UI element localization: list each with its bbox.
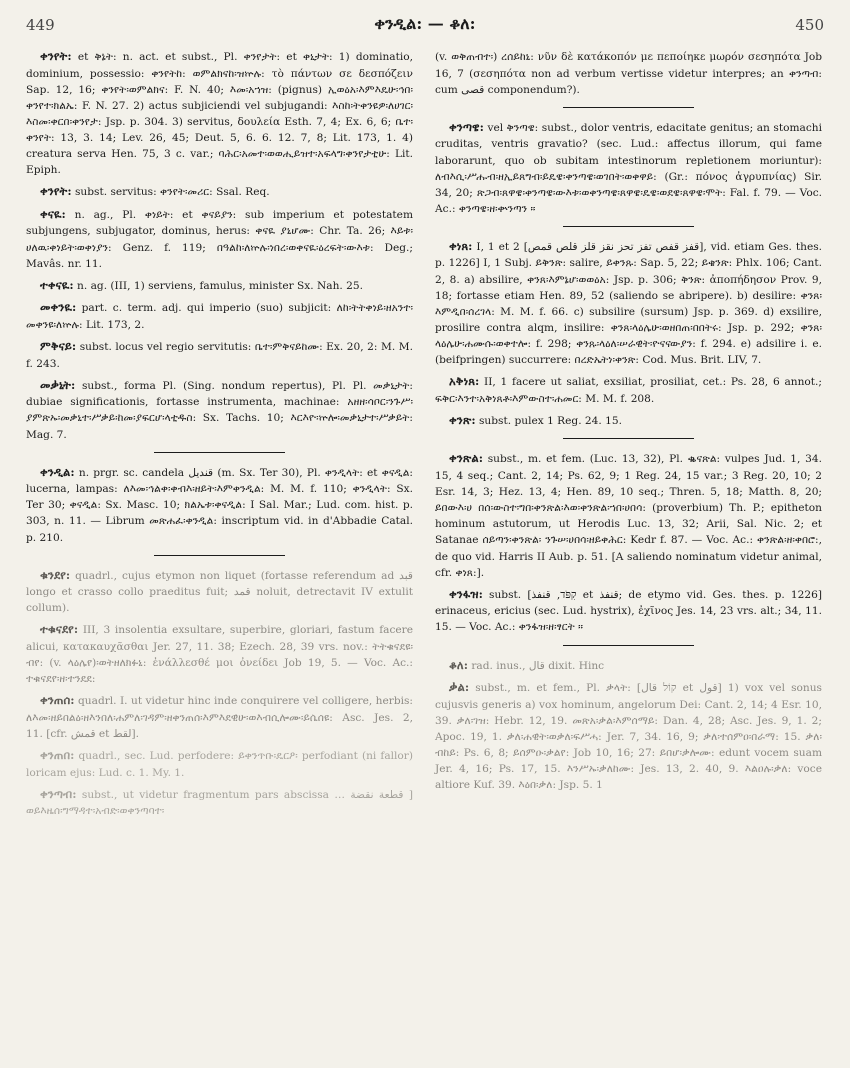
entry-text: subst. [קִפֹּד, قنفذ et قنفذ; de etymo vid. Ges. thes. p. 1226] erinaceus, ericius (sec. Lud. hystrix), ἐχῖνος Jes. 14, 23 vrs. alt.; 34, 11. 15. — Voc. Ac.: ቀንፋዝ፡ዘ፡ፃርት ።	[435, 588, 822, 634]
dictionary-entry	[26, 747, 413, 781]
headword: ቃል:	[449, 680, 470, 695]
headword: ምቅናይ:	[40, 339, 77, 354]
headword: ቀንየት:	[40, 184, 72, 199]
entry-text: subst. servitus: ቀንየት፡መሪር: Ssal. Req.	[71, 186, 270, 199]
dictionary-entry	[26, 206, 413, 272]
headword: ቀንጠበ:	[40, 748, 75, 763]
entry-text: II, 1 facere ut saliat, exsiliat, prosiliat, cet.: Ps. 28, 6 annot.; ፍቅር፡እንተ፡አቅነጸቶ፡እምውስተ፡ሐመር: M. M. f. 208.	[435, 376, 822, 405]
dictionary-entry	[435, 679, 822, 793]
dictionary-entry	[26, 48, 413, 178]
text-columns	[26, 48, 824, 825]
dictionary-entry	[26, 567, 413, 617]
section-divider	[563, 438, 695, 439]
section-divider	[563, 226, 695, 227]
section-divider	[154, 555, 286, 556]
headword: ቁንደየ:	[40, 567, 71, 582]
dictionary-entry	[26, 464, 413, 546]
headword: ቀንፋዝ:	[449, 586, 483, 601]
entry-text: III, 3 insolentia exsultare, superbire, gloriari, fastum facere alicui, κατακαυχᾶσθαι Jer. 27, 11. 38; Ezech. 28, 39 vrs. nov.: ትትቁናደዩ፡ብየ: (v. ላዕሌየ)፡ወትዘለክፉኒ: ἐνάλλεσθέ μοι ὀνείδει Job 19, 5. — Voc. Ac.: ተቁናደየ፡ዘ፡ተንደደ:	[26, 624, 413, 686]
headword: ቀንዲል:	[40, 464, 75, 479]
section-divider	[563, 107, 695, 108]
dictionary-entry	[26, 786, 413, 820]
running-head: ቀንዲል: — ቆለ:	[374, 14, 476, 33]
dictionary-entry	[435, 586, 822, 636]
dictionary-entry	[435, 450, 822, 580]
headword: መቀንዪ:	[40, 300, 77, 315]
headword: ቀንጠሰ:	[40, 693, 75, 708]
entry-text: subst. locus vel regio servitutis: ቤተ፡ምቅናይከሙ: Ex. 20, 2: M. M. f. 243.	[26, 341, 413, 370]
dictionary-entry-continuation	[435, 48, 822, 98]
entry-text: n. ag. (III, 1) serviens, famulus, minister Sx. Nah. 25.	[73, 279, 363, 292]
headword: ቀነጸ:	[449, 238, 473, 253]
headword: ተቀናዪ:	[40, 277, 74, 292]
entry-text: rad. inus., قال dixit. Hinc	[468, 659, 605, 672]
headword: ቀንጣዌ:	[449, 119, 484, 134]
section-divider	[154, 452, 286, 453]
right-column	[435, 48, 822, 825]
headword: ቀንየት:	[40, 49, 72, 63]
entry-text: quadrl. I. ut videtur hinc inde conquirere vel colligere, herbis: ለእመ፡ዘይበልዕ፡ዘእንበለ፡ሐምለ፡ገዳም፡ዘቀንጠሰ፡እምእደዊሁ፡ወእብሲሎሙ፡ይሴሰዩ: Asc. Jes. 2, 11. [cfr. قمش et لقط].	[26, 695, 413, 741]
dictionary-entry	[26, 692, 413, 742]
entry-text: subst., m. et fem., Pl. ቃላት: [קוֹל قال et قول] 1) vox vel sonus cujusvis generis a) vox hominum, angelorum Dei: Cant. 2, 14; 4 Esr. 10, 39. ቃለ፡ገዝ: Hebr. 12, 19. መጽአ፡ቃል፡እምሰማይ: Dan. 4, 28; Asc. Jes. 9, 1. 2; Apoc. 19, 1. ቃለ፡ሐዊት፡ወቃለ፡ፍሥሓ: Jer. 7, 34. 16, 9; ቃለ፡ተሰምዐ፡በራማ: 15. ቃለ፡ብከይ: Ps. 6, 8; ይሰምዑ፡ቃልየ: Job 10, 16; 27: ይበሆ፡ቃሎሙ: edunt vocem suam Jer. 4, 16; Ps. 17, 15. እንሥኡ፡ቃለከሙ: Jes. 13, 2. 40, 9. እልዐሉ፡ቃለ: voce altiore Kuf. 39. እዕበ፡ቃለ: Jsp. 5. 1	[435, 682, 822, 792]
entry-text: subst., m. et fem. (Luc. 13, 32), Pl. ቈናጽል: vulpes Jud. 1, 34. 15, 4 seq.; Cant. 2, 14; Ps. 62, 9; 1 Reg. 24, 15 var.; 3 Reg. 20, 10; 2 Esr. 14, 3; Hez. 13, 4; Hen. 89, 10 seq.; Thren. 5, 18; Matth. 8, 20; ይበውእ፡ሀ በሰ፡ውስተ፡ግበ፡ቀንጽል፡እወ፡ቀንጽል፡ኀበ፡ሀበሳ: (proverbium) Th. P.; epitheton hominum astutorum, ut Herodis Luc. 13, 32; Arii, Sal. Nic. 2; et Satanae ሰይጣን፡ቀንጽል፡ ንጉሠ፡ሀበሳ፡ዘይቀሕር: Kedr f. 87. — Voc. Ac.: ቀንጽል፡ዘ፡ቀበሮ:, de quo vid. Harris II Aub. p. 51. [A saliendo nominatum videtur animal, cfr. ቀነጸ:].	[435, 453, 822, 579]
entry-text: subst. pulex 1 Reg. 24. 15.	[475, 414, 622, 427]
entry-text: vel ቅንጣዌ: subst., dolor ventris, edacitate genitus; an stomachi cruditas, ventris gravatio? (sec. Lud.: affectus illorum, qui fame laborarunt, quo ob subitam intestinorum repletionem moriuntur): ለብእሲ፡ሥሑብ፡ዘኢይጸግብ፡ይዴዌ፡ቀንጣዌ፡ወገበት፡ወቀዋይ: (Gr.: πόνος ἀγρυπνίας) Sir. 34, 20; ጽጋብ፡ጸዋዌ፡ቀንጣዌ፡ውእቱ፡ወቀንጣዌ፡ጸዋዌ፡ዴዌ፡ወደዌ፡ጸዋዌ፡ሞት: Fal. f. 79. — Voc. Ac.: ቀንጣዌ፡ዘ፡ቍንጣን ።	[435, 121, 822, 215]
entry-text: I, 1 et 2 [قفز قفص تفز تحز نقز قلز قلص قمص], vid. etiam Ges. thes. p. 1226] I, 1 Subj. ይቅንጽ: salire, ይቀንጹ: Sap. 5, 22; ይቄንጽ: Phlx. 106; Cant. 2, 8. a) absilire, ቀንጸ፡እምኔሆ፡ወወዕአ: Jsp. p. 306; ቅንጽ: ἀποπήδησον Prov. 9, 18; fortasse etiam Hen. 89, 52 (saliendo se abripere). b) desilire: ቀንጸ፡እምዲበ፡ሰረገላ: M. M. f. 66. c) subsilire (sursum) Jsp. p. 369. d) exsilire, prosilire contra alqm, insilire: ቀንጸ፡ላዕሌሁ፡ወዘበጠ፡በበትሩ: Jsp. p. 292; ቀንጸ፡ላዕሌሁ፡ሐሙሱ፡ወቀተሎ: f. 298; ቀንጹ፡ላዕለ፡ሠራዊት፡ዮናናውያን: f. 294. e) adsilire i. e. (beifpringen) succurrere: በረድኤትነ፡ቀንጽ: Cod. Mus. Brit. LIV, 7.	[435, 240, 823, 367]
dictionary-entry	[26, 299, 413, 333]
headword: ተቁናደየ:	[40, 622, 79, 637]
headword: ቀንጽ:	[449, 412, 476, 427]
dictionary-entry	[435, 373, 822, 407]
entry-text: subst., ut videtur fragmentum pars abscissa … قطعة نقضة ] ወይእዜሰ፡ግማዳተ፡አብድ፡ወቀንጣባተ፡	[26, 788, 413, 818]
headword: አቅነጸ:	[449, 374, 480, 389]
entry-text: n. ag., Pl. ቀነይት: et ቀናይያን: sub imperium et potestatem subjungens, subjugator, dominus, herus: ቀናዪ ያኒሆሙ: Chr. Ta. 26; እይቱ፡ሀለዉ፡ቀነይት፡ወቀነያን: Genz. f. 119; በዓልከ፡ለኵሉ፡ነበረ፡ወቀናዪ፡ዕረፍት፡ውእቱ: Deg.; Mavâs. nr. 11.	[26, 208, 413, 270]
entry-text: subst., forma Pl. (Sing. nondum repertus), Pl. Pl. መቃኒታት: dubiae significationis, fortasse instrumenta, machinae: አዘዘ፡ሳቦር፡ንጉሥ፡ያምጽኡ፡መቃኒተ፡ሥቃይ፡ከመ፡ያፍርሆ፡ላቲዱስ: Sx. Tachs. 10; እርእዮ፡ኵሎ፡መቃኒታተ፡ሥቃይት: Mag. 7.	[26, 379, 413, 441]
headword: ቆለ:	[449, 657, 468, 672]
headword: ቀንጽል:	[449, 451, 483, 466]
dictionary-entry	[435, 412, 822, 430]
dictionary-entry	[26, 621, 413, 687]
dictionary-entry	[26, 277, 413, 295]
dictionary-entry	[435, 657, 822, 675]
entry-text: n. prgr. sc. candela قنديل (m. Sx. Ter 30), Pl. ቀንዲላት: et ቀናዲል: lucerna, lampas: ለእመ፡ኅልቀ፡ቀብእ፡ዘይት፡እምቀንዲል: M. M. f. 110; ቀንዲላት: Sx. Ter 30; ቀናዲል: Sx. Masc. 10; ክልኤቱ፡ቀናዲል: I Sal. Mar.; Lud. com. hist. p. 303, n. 11. — Librum መጽሐፈ፡ቀንዲል: inscriptum vid. in d'Abbadie Catal. p. 210.	[26, 466, 413, 544]
dictionary-entry	[435, 238, 822, 368]
dictionary-entry	[435, 119, 822, 217]
entry-text: (v. ወቅጠብተ፡) ረሰይከኒ: νῦν δὲ κατάκοπόν με πεποίηκε μωρόν σεσηπότα Job 16, 7 (σεσηπότα non ad verbum vertisse videtur interpres; an ቀንጣብ: cum قصى componendum?).	[435, 51, 822, 96]
entry-text: part. c. term. adj. qui imperio (suo) subjicit: ለከ፡ትትቀነይ፡ዘአንተ፡መቀንዩ፡ለኵሉ: Lit. 173, 2.	[26, 302, 413, 331]
section-divider	[563, 645, 695, 646]
headword: ቀንጣብ:	[40, 786, 77, 801]
entry-text: quadrl., cujus etymon non liquet (fortasse referendum ad قبد longo et crasso collo praeditus fuit; قمد noluit, detrectavit IV extulit collum).	[26, 569, 413, 615]
dictionary-entry	[26, 338, 413, 372]
entry-text: quadrl., sec. Lud. perfodere: ይቀንጥቡ፡ዴርዖ፡ perfodiant (ni fallor) loricam ejus: Lud. c. 1. My. 1.	[26, 750, 413, 779]
headword: መቃኒት:	[40, 377, 76, 392]
dictionary-entry	[26, 183, 413, 201]
left-column	[26, 48, 413, 825]
page-number-right: 450	[795, 16, 824, 34]
page-number-left: 449	[26, 16, 55, 34]
entry-text: et ቅኔት: n. act. et subst., Pl. ቀንየታት: et ቀኒታት: 1) dominatio, dominium, possessio: ቀንየትከ: ወምልክናከ፡ዝኵሉ: τὸ πάντων σε δεσπόζειν Sap. 12, 16; ቀንየት፡ወምልክና: F. N. 40; እመ፡አኀዝ: (pignus) ኢወዕአ፡እምእዴሁ፡ኅበ፡ቀንየተ፡ክልኤ: F. N. 27. 2) actus subjiciendi vel subjugandi: እስከ፡ትቀንዩዎ፡ለሀገር፡እስመ፡ቀርበ፡ቀንየታ: Jsp. p. 304. 3) servitus, δουλεία Esth. 7, 4; Ex. 6, 6; ቤተ፡ቀንየት: 13, 3. 14; Lev. 26, 45; Deut. 5, 6. 6. 12. 7, 8; Lit. 173, 1. 4) creatura serva Hen. 75, 3 c. var.; ባሕር፡አመተ፡ወወሒይዝተ፡አፍላግ፡ቀንየታቲሁ: Lit. Epiph.	[26, 51, 413, 177]
headword: ቀናዪ:	[40, 206, 66, 221]
dictionary-entry	[26, 377, 413, 443]
page-header	[26, 14, 824, 40]
